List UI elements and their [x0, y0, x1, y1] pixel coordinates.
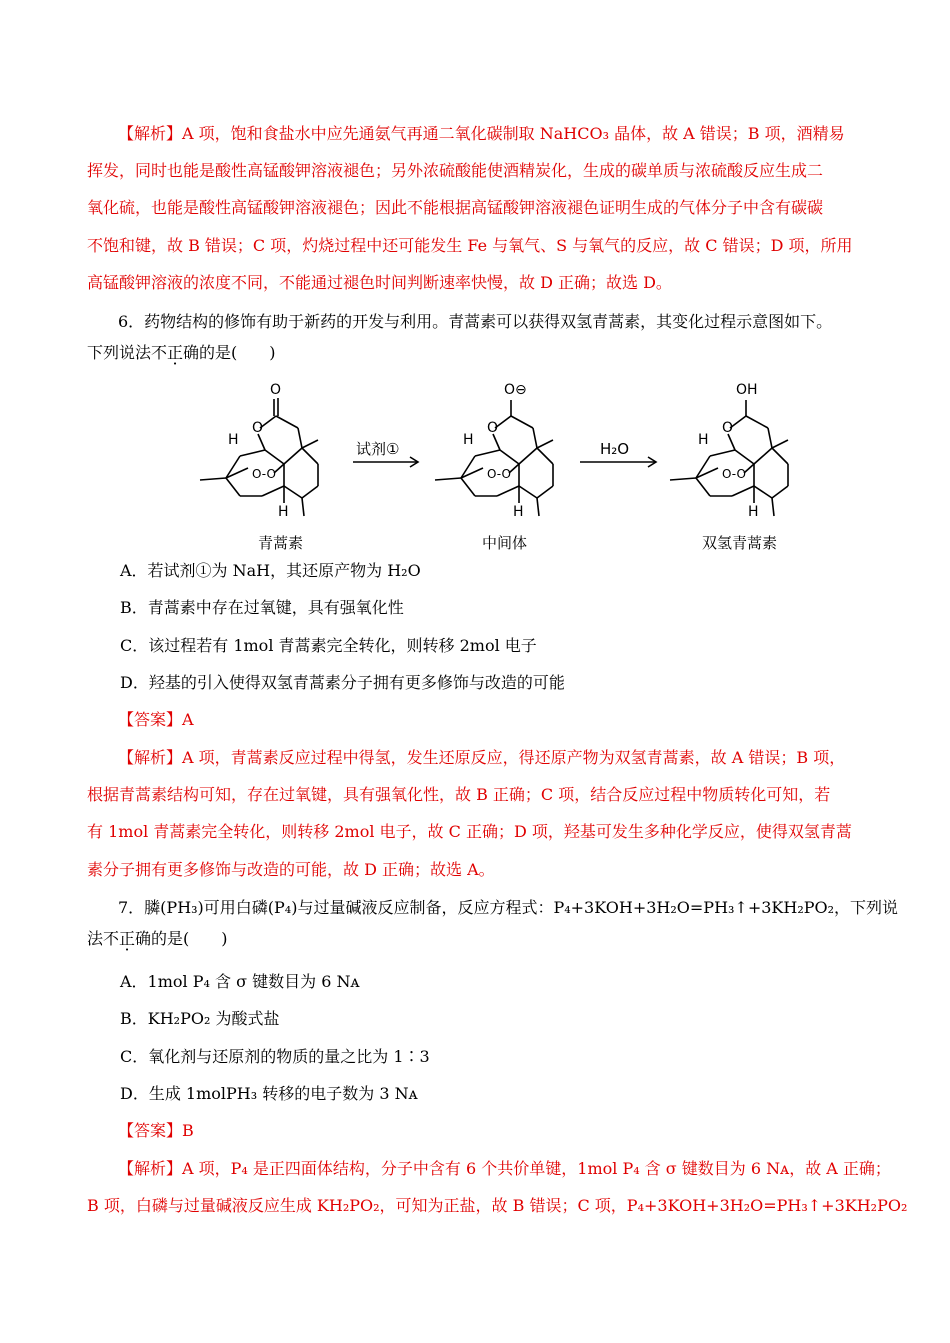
analysis-line: 挥发，同时也能是酸性高锰酸钾溶液褪色；另外浓硫酸能使酒精炭化，生成的碳单质与浓硫酸反应生成二 — [87, 161, 824, 180]
reagent-2-label: H₂O — [600, 440, 630, 458]
atom-label: O-O — [252, 467, 276, 481]
atom-label: O — [270, 382, 282, 398]
caption-artemisinin: 青蒿素 — [258, 534, 304, 552]
emphasis-text: 不正确 — [151, 343, 200, 362]
analysis-line: B 项，白磷与过量碱液反应生成 KH₂PO₂，可知为正盐，故 B 错误；C 项，P₄+3KOH+3H₂O=PH₃↑+3KH₂PO₂ — [87, 1196, 908, 1215]
intermediate-structure — [435, 400, 553, 516]
stem-text: 的是( ) — [199, 343, 276, 362]
reagent-1-label: 试剂① — [356, 440, 400, 458]
atom-label: H — [698, 432, 709, 448]
question-6-stem-2 — [87, 343, 276, 363]
stem-text: 下列说法 — [87, 343, 152, 362]
analysis-line: 【解析】A 项，饱和食盐水中应先通氨气再通二氧化碳制取 NaHCO₃ 晶体，故 A 错误；B 项，酒精易 — [118, 124, 845, 143]
analysis-line: 根据青蒿素结构可知，存在过氧键，具有强氧化性，故 B 正确；C 项，结合反应过程中物质转化可知，若 — [87, 785, 831, 804]
option-c: C．该过程若有 1mol 青蒿素完全转化，则转移 2mol 电子 — [120, 636, 537, 655]
option-c: C．氧化剂与还原剂的物质的量之比为 1∶3 — [120, 1047, 430, 1066]
answer: 【答案】B — [118, 1121, 194, 1140]
option-d: D．羟基的引入使得双氢青蒿素分子拥有更多修饰与改造的可能 — [120, 673, 565, 692]
atom-label: O-O — [722, 467, 746, 481]
stem-text: 法 — [87, 929, 104, 948]
option-d: D．生成 1molPH₃ 转移的电子数为 3 Nᴀ — [120, 1084, 418, 1103]
option-b: B．KH₂PO₂ 为酸式盐 — [120, 1009, 280, 1028]
atom-label: H — [278, 504, 289, 520]
question-7-stem-2 — [87, 929, 228, 949]
atom-label: O — [252, 420, 264, 436]
atom-label: H — [748, 504, 759, 520]
question-6-stem: 6．药物结构的修饰有助于新药的开发与利用。青蒿素可以获得双氢青蒿素，其变化过程示意图如下。 — [118, 312, 833, 331]
caption-intermediate: 中间体 — [482, 534, 528, 552]
reaction-scheme — [190, 378, 810, 556]
answer: 【答案】A — [118, 710, 194, 729]
atom-label: H — [513, 504, 524, 520]
atom-label: O — [722, 420, 734, 436]
analysis-line: 素分子拥有更多修饰与改造的可能，故 D 正确；故选 A。 — [87, 860, 495, 879]
caption-dihydroartemisinin: 双氢青蒿素 — [702, 534, 778, 552]
atom-label: H — [228, 432, 239, 448]
artemisinin-structure — [200, 398, 318, 516]
analysis-line: 有 1mol 青蒿素完全转化，则转移 2mol 电子，故 C 正确；D 项，羟基可发生多种化学反应，使得双氢青蒿 — [87, 822, 852, 841]
analysis-line: 不饱和键，故 B 错误；C 项，灼烧过程中还可能发生 Fe 与氧气、S 与氧气的反应，故 C 错误；D 项，所用 — [87, 236, 853, 255]
atom-label: H — [463, 432, 474, 448]
atom-label: O — [487, 420, 499, 436]
dihydroartemisinin-structure — [670, 400, 788, 516]
option-a: A．若试剂①为 NaH，其还原产物为 H₂O — [120, 561, 421, 580]
option-b: B．青蒿素中存在过氧键，具有强氧化性 — [120, 598, 404, 617]
atom-label: OH — [736, 382, 758, 398]
stem-text: 的是( ) — [151, 929, 228, 948]
atom-label: O⊖ — [504, 382, 527, 398]
analysis-line: 【解析】A 项，青蒿素反应过程中得氢，发生还原反应，得还原产物为双氢青蒿素，故 A 错误；B 项， — [118, 748, 846, 767]
atom-label: O-O — [487, 467, 511, 481]
question-7-stem: 7．膦(PH₃)可用白磷(P₄)与过量碱液反应制备，反应方程式：P₄+3KOH+3H₂O=PH₃↑+3KH₂PO₂，下列说 — [118, 898, 899, 917]
emphasis-text: 不正确 — [103, 929, 152, 948]
option-a: A．1mol P₄ 含 σ 键数目为 6 Nᴀ — [120, 972, 360, 991]
analysis-line: 【解析】A 项，P₄ 是正四面体结构，分子中含有 6 个共价单键，1mol P₄ 含 σ 键数目为 6 Nᴀ，故 A 正确； — [118, 1159, 891, 1178]
analysis-line: 高锰酸钾溶液的浓度不同，不能通过褪色时间判断速率快慢，故 D 正确；故选 D。 — [87, 273, 672, 292]
analysis-line: 氧化硫，也能是酸性高锰酸钾溶液褪色；因此不能根据高锰酸钾溶液褪色证明生成的气体分子中含有碳碳 — [87, 198, 824, 217]
